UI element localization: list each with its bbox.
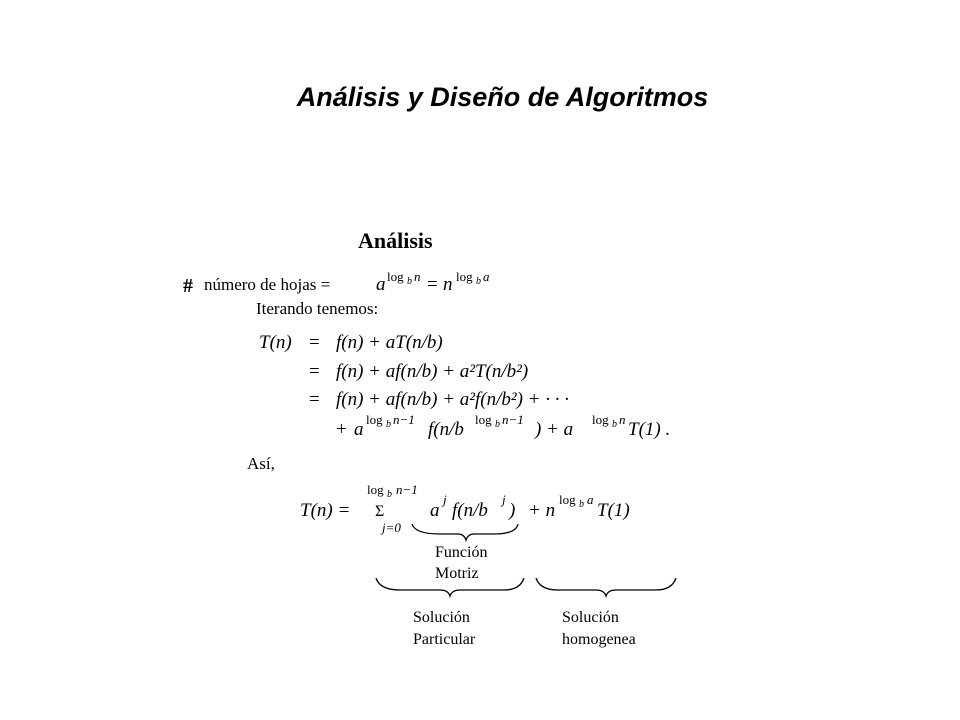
- eq-line-4-f: f(n/b: [428, 419, 464, 440]
- label-sol-hom-1: Solución: [562, 609, 619, 626]
- eq-equals-3: =: [309, 389, 320, 410]
- sum-plus: + n: [528, 500, 556, 521]
- sum-sigma: Σ: [375, 503, 385, 520]
- sum-upper: log: [367, 482, 384, 497]
- sum-T1: T(1): [597, 500, 630, 521]
- leaves-eq-a-sup-sub: b: [407, 276, 412, 287]
- sum-term-f: f(n/b: [452, 500, 488, 521]
- eq-line-4-sup3-tail: n: [619, 412, 626, 427]
- sum-term-close: ): [509, 500, 516, 521]
- leaves-eq-n-sup: log: [456, 269, 473, 284]
- eq-line-4-sup1: log: [366, 412, 383, 427]
- leaves-eq-n-sup-sub: b: [476, 276, 481, 287]
- label-motriz: Motriz: [435, 565, 479, 582]
- sum-upper-tail: n−1: [396, 482, 418, 497]
- sum-plus-sup: log: [559, 492, 576, 507]
- eq-line-4-sup3: log: [592, 412, 609, 427]
- eq-line-1: f(n) + aT(n/b): [336, 332, 443, 353]
- leaves-eq-a-sup: log: [387, 269, 404, 284]
- eq-line-4-sup1-tail: n−1: [393, 412, 415, 427]
- eq-line-4-end: T(1) .: [628, 419, 671, 440]
- sum-lhs: T(n) =: [300, 500, 351, 521]
- sum-lower: j=0: [382, 520, 401, 535]
- eq-line-4-sub2: b: [495, 419, 500, 430]
- eq-line-4-sup2-tail: n−1: [502, 412, 524, 427]
- eq-line-4-sup2: log: [475, 412, 492, 427]
- sum-upper-sub: b: [387, 489, 392, 500]
- label-sol-part-1: Solución: [413, 609, 470, 626]
- iterating-text: Iterando tenemos:: [256, 299, 379, 318]
- eq-line-4-a1: a: [354, 419, 364, 440]
- leaves-eq-equals: =: [427, 274, 438, 295]
- leaves-eq-n-sup-a: a: [483, 269, 490, 284]
- brace-funcion-motriz: [412, 524, 518, 540]
- sum-term-sup: j: [443, 492, 447, 507]
- slide-title: Análisis y Diseño de Algoritmos: [296, 82, 709, 112]
- eq-line-4-mid: ) + a: [535, 419, 574, 440]
- eq-line-2: f(n) + af(n/b) + a²T(n/b²): [336, 361, 529, 382]
- eq-equals-2: =: [309, 361, 320, 382]
- eq-line-3: f(n) + af(n/b) + a²f(n/b²) + · · ·: [336, 389, 569, 410]
- eq-line-4-sub3: b: [612, 419, 617, 430]
- eq-lhs: T(n): [259, 332, 292, 353]
- eq-equals-1: =: [309, 332, 320, 353]
- leaves-eq-a: a: [376, 274, 386, 295]
- leaves-eq-a-sup-n: n: [414, 269, 421, 284]
- label-funcion: Función: [435, 544, 488, 561]
- brace-solucion-homogenea: [536, 578, 676, 596]
- label-sol-hom-2: homogenea: [562, 631, 636, 648]
- leaves-text: número de hojas =: [204, 275, 331, 294]
- sum-plus-sub: b: [579, 499, 584, 510]
- sum-plus-sup-tail: a: [587, 492, 594, 507]
- label-sol-part-2: Particular: [413, 631, 476, 648]
- eq-line-4-sub1: b: [386, 419, 391, 430]
- hash-symbol: #: [183, 275, 193, 297]
- sum-term: a: [430, 500, 440, 521]
- figure-heading: Análisis: [358, 228, 433, 253]
- asi-text: Así,: [247, 454, 275, 473]
- leaves-eq-n: n: [443, 274, 453, 295]
- sum-term-f-sup: j: [502, 492, 506, 507]
- eq-line-4-plus: +: [336, 419, 347, 440]
